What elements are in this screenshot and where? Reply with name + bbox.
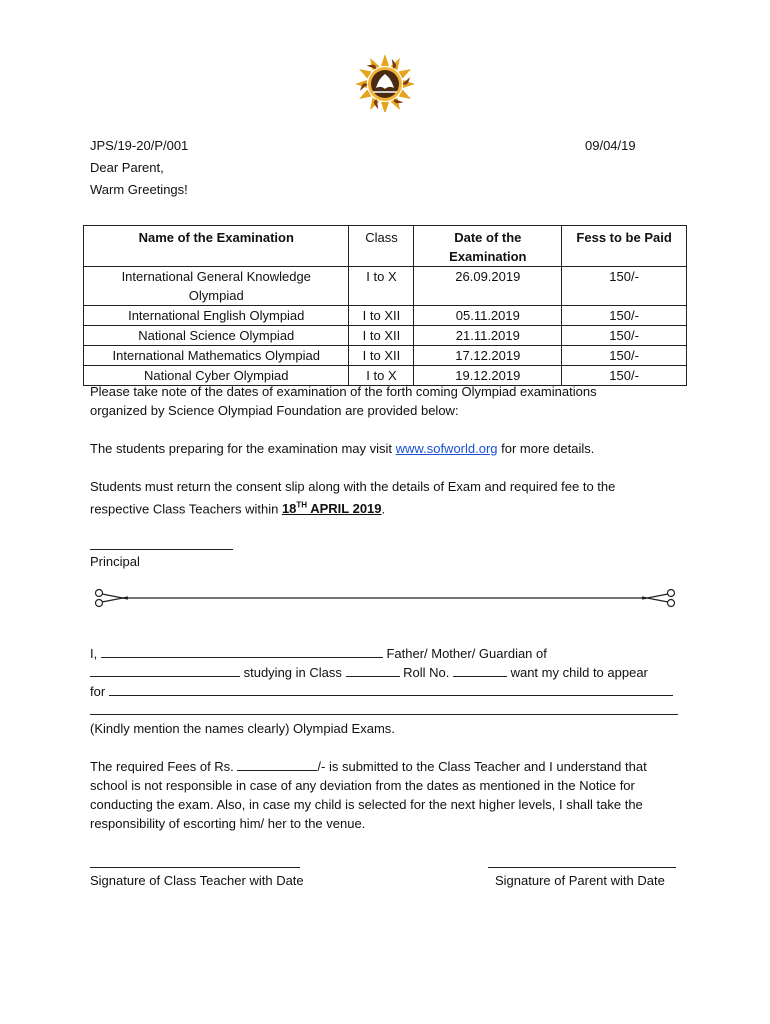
exam-class: I to XII: [349, 346, 414, 366]
slip-text: /- is submitted to the Class Teacher and I understand that: [317, 759, 647, 774]
slip-text: want my child to appear: [506, 665, 648, 680]
fees-line: responsibility of escorting him/ her to the venue.: [90, 816, 366, 831]
exam-fee: 150/-: [562, 326, 687, 346]
table-row: [84, 326, 687, 346]
exam-name: National Science Olympiad: [84, 326, 349, 346]
kindly-note: (Kindly mention the names clearly) Olympiad Exams.: [90, 721, 395, 736]
exam-date: 26.09.2019: [414, 267, 562, 306]
sofworld-link[interactable]: www.sofworld.org: [395, 441, 498, 456]
exam-fee: 150/-: [562, 346, 687, 366]
exam-date: 21.11.2019: [414, 326, 562, 346]
exam-fee: 150/-: [562, 366, 687, 386]
exam-class: I to XII: [349, 306, 414, 326]
fees-line: conducting the exam. Also, in case my child is selected for the next higher levels, I shall take the: [90, 797, 643, 812]
exam-names-field[interactable]: [109, 682, 673, 696]
slip-text: studying in Class: [240, 665, 346, 680]
parent-signature-label: Signature of Parent with Date: [495, 873, 665, 888]
table-row: [84, 306, 687, 326]
return-line: [90, 496, 690, 518]
table-row: [84, 267, 687, 306]
deadline-day: 18: [281, 501, 297, 517]
deadline-sup: TH: [296, 501, 308, 510]
child-name-field[interactable]: [90, 663, 240, 677]
exam-date: 05.11.2019: [414, 306, 562, 326]
fees-line: school is not responsible in case of any deviation from the dates as mentioned in the Notice for: [90, 778, 635, 793]
teacher-signature-line[interactable]: [90, 867, 300, 868]
notice-date: 09/04/19: [585, 138, 636, 153]
teacher-signature-label: Signature of Class Teacher with Date: [90, 873, 304, 888]
exam-class: I to X: [349, 366, 414, 386]
note-line: organized by Science Olympiad Foundation are provided below:: [90, 403, 459, 418]
greeting: Warm Greetings!: [90, 182, 188, 197]
col-header-date: Date of the Examination: [414, 226, 562, 267]
table-header-row: [84, 226, 687, 267]
exam-date: 17.12.2019: [414, 346, 562, 366]
slip-line-2: [90, 663, 648, 682]
salutation: Dear Parent,: [90, 160, 164, 175]
exam-fee: 150/-: [562, 267, 687, 306]
slip-text: I,: [90, 646, 101, 661]
cut-line: [90, 586, 680, 610]
exam-class: I to X: [349, 267, 414, 306]
note-paragraph: [90, 382, 690, 420]
roll-number-field[interactable]: [453, 663, 507, 677]
slip-text: for: [90, 684, 109, 699]
visit-suffix: for more details.: [497, 441, 595, 456]
visit-prefix: The students preparing for the examination may visit: [90, 441, 396, 456]
col-header-name: Name of the Examination: [84, 226, 349, 267]
table-row: [84, 346, 687, 366]
note-line: Please take note of the dates of examination of the forth coming Olympiad examinations: [90, 384, 597, 399]
exam-name: National Cyber Olympiad: [84, 366, 349, 386]
scissors-icon: [642, 590, 675, 607]
fees-paragraph: [90, 757, 690, 833]
fees-amount-field[interactable]: [237, 757, 317, 771]
slip-line-3: [90, 682, 673, 701]
parent-signature-line[interactable]: [488, 867, 676, 868]
exam-fee: 150/-: [562, 306, 687, 326]
return-suffix: .: [381, 501, 386, 517]
exam-name: International General Knowledge Olympiad: [84, 267, 349, 306]
return-line: Students must return the consent slip along with the details of Exam and required fee to the: [90, 479, 616, 494]
deadline-rest: APRIL 2019: [307, 501, 382, 517]
reference-number: JPS/19-20/P/001: [90, 138, 189, 153]
principal-label: Principal: [90, 554, 140, 569]
exam-names-field-continued[interactable]: [90, 714, 678, 715]
col-header-class: Class: [349, 226, 414, 267]
exam-table: [83, 225, 687, 386]
deadline: [282, 501, 382, 516]
slip-text: Father/ Mother/ Guardian of: [382, 646, 547, 661]
slip-line-1: [90, 644, 547, 663]
col-header-fees: Fess to be Paid: [562, 226, 687, 267]
exam-name: International English Olympiad: [84, 306, 349, 326]
fees-line: [90, 757, 690, 776]
school-logo: [345, 52, 425, 112]
principal-signature-line: [90, 549, 233, 550]
class-field[interactable]: [346, 663, 400, 677]
return-paragraph: [90, 477, 690, 518]
guardian-name-field[interactable]: [101, 644, 383, 658]
visit-paragraph: [90, 439, 690, 458]
slip-text: The required Fees of Rs.: [90, 759, 238, 774]
slip-text: Roll No.: [399, 665, 453, 680]
return-prefix: respective Class Teachers within: [90, 501, 282, 517]
exam-name: International Mathematics Olympiad: [84, 346, 349, 366]
exam-date: 19.12.2019: [414, 366, 562, 386]
exam-class: I to XII: [349, 326, 414, 346]
